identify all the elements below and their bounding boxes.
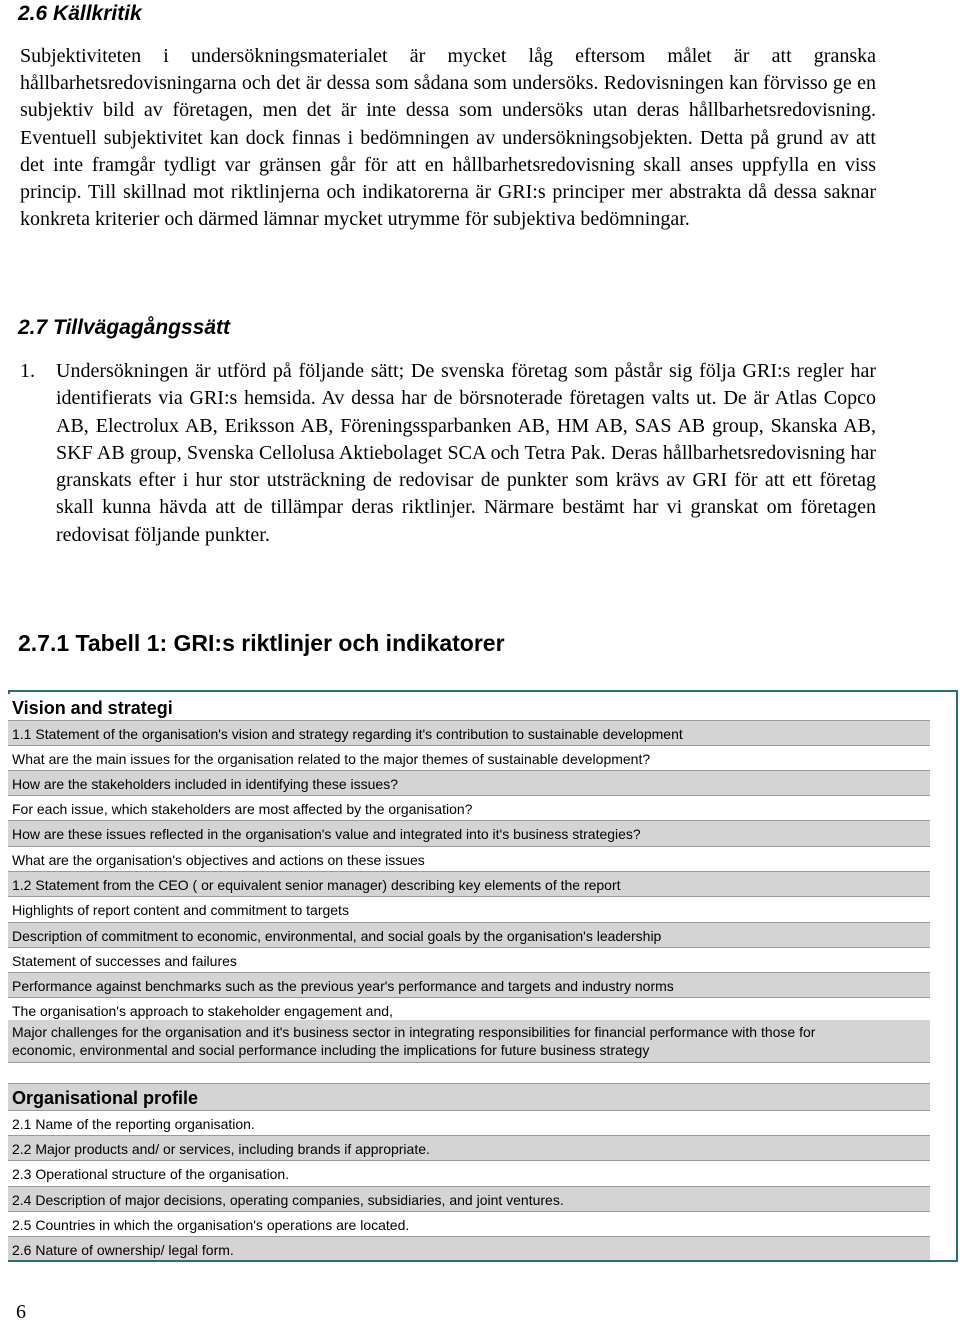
table-row: 2.6 Nature of ownership/ legal form. [8, 1237, 930, 1260]
page-number: 6 [16, 1301, 26, 1323]
table-row-line: Major challenges for the organisation and it's business sector in integrating responsibilities for financial performance with those for [12, 1024, 816, 1040]
table-row: 2.2 Major products and/ or services, including brands if appropriate. [8, 1136, 930, 1161]
table-row: Performance against benchmarks such as the previous year's performance and targets and industry norms [8, 973, 930, 998]
table-row: 1.1 Statement of the organisation's vision and strategy regarding it's contribution to sustainable development [8, 721, 930, 746]
table-row: 2.5 Countries in which the organisation's operations are located. [8, 1212, 930, 1237]
table-row: The organisation's approach to stakeholder engagement and, [8, 998, 930, 1020]
table-header-organisational-profile: Organisational profile [8, 1084, 930, 1111]
table-header-vision: Vision and strategi [8, 694, 930, 721]
table-row: How are the stakeholders included in identifying these issues? [8, 771, 930, 796]
procedure-list-item [20, 358, 876, 549]
table-row-line: economic, environmental and social performance including the implications for future business strategy [12, 1042, 650, 1058]
table-row: What are the main issues for the organisation related to the major themes of sustainable development? [8, 746, 930, 771]
list-item-text: Undersökningen är utförd på följande sätt; De svenska företag som påstår sig följa GRI:s regler har identifierats via GRI:s hemsida. Av dessa har de börsnoterade företagen valts ut. De är Atlas Copco AB, Electrolux AB, Eriksson AB, Föreningssparbanken AB, HM AB, SAS AB group, Skanska AB, SKF AB group, Svenska Cellolusa Aktiebolaget SCA och Tetra Pak. Deras hållbarhetsredovisning har granskats efter i hur stor utsträckning de redovisar de punkter som krävs av GRI för att ett företag skall kunna hävda att de tillämpar deras riktlinjer. Närmare bestämt har vi granskat om företagen redovisat följande punkter. [56, 360, 876, 546]
section-2-6-heading: 2.6 Källkritik [18, 2, 142, 25]
table-row: Statement of successes and failures [8, 948, 930, 973]
table-row: Highlights of report content and commitment to targets [8, 897, 930, 923]
section-2-7-heading: 2.7 Tillvägagångssätt [18, 316, 231, 339]
table-row: 2.1 Name of the reporting organisation. [8, 1111, 930, 1136]
table-row: 1.2 Statement from the CEO ( or equivalent senior manager) describing key elements of the report [8, 872, 930, 897]
table-row: What are the organisation's objectives and actions on these issues [8, 847, 930, 872]
table-row-tall [8, 1020, 930, 1063]
list-item-number: 1. [20, 360, 35, 382]
table-spacer-row [8, 1063, 930, 1084]
table-row: How are these issues reflected in the organisation's value and integrated into it's business strategies? [8, 821, 930, 847]
section-2-6-paragraph: Subjektiviteten i undersökningsmaterialet är mycket låg eftersom målet är att granska hållbarhetsredovisningarna och det är dessa som sådana som undersöks. Redovisningen kan förvisso ge en subjektiv bild av företagen, men det är inte dessa som undersöks utan deras hållbarhetsredovisning. Eventuell subjektivitet kan dock finnas i bedömningen av undersökningsobjekten. Detta på grund av att det inte framgår tydligt var gränsen går för att en hållbarhetsredovisning skall anses uppfylla en viss princip. Till skillnad mot riktlinjerna och indikatorerna är GRI:s principer mer abstrakta då dessa saknar konkreta kriterier och därmed lämnar mycket utrymme för subjektiva bedömningar. [20, 45, 876, 231]
table-row: 2.4 Description of major decisions, operating companies, subsidiaries, and joint ventures. [8, 1187, 930, 1212]
section-2-7-1-heading: 2.7.1 Tabell 1: GRI:s riktlinjer och indikatorer [18, 630, 505, 656]
table-row: For each issue, which stakeholders are most affected by the organisation? [8, 796, 930, 821]
table-row: 2.3 Operational structure of the organisation. [8, 1161, 930, 1187]
table-row: Description of commitment to economic, environmental, and social goals by the organisation's leadership [8, 923, 930, 948]
